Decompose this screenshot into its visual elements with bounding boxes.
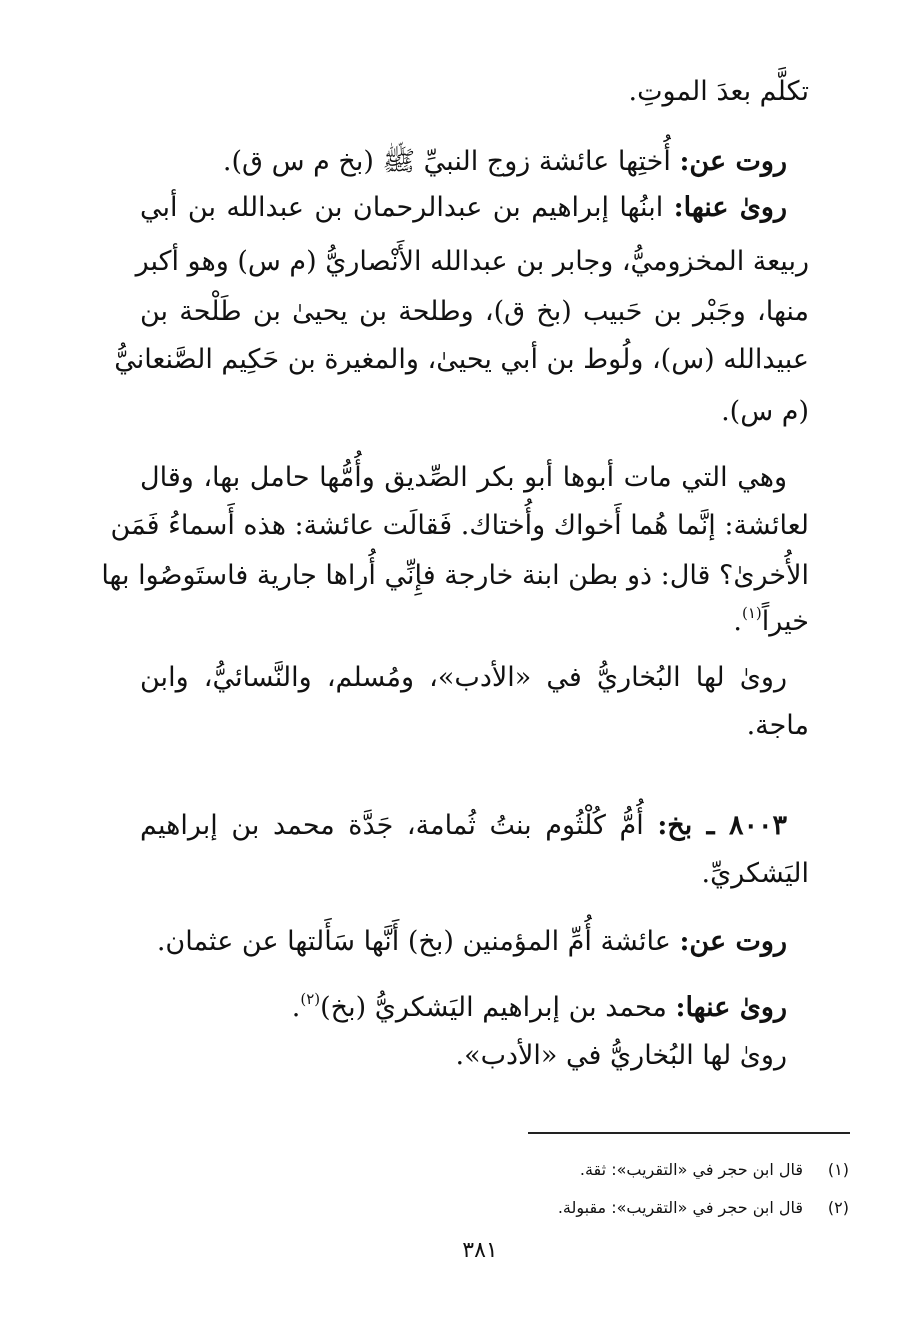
entry-label: روت عن: (679, 926, 787, 957)
text-line (140, 928, 787, 955)
text-line: ماجة. (746, 710, 809, 741)
text-line (140, 990, 787, 1023)
footnote-ref: (١) (741, 604, 762, 622)
text-line: عبيدالله (س)، ولُوط بن أبي يحيىٰ، والمغيرة بن حَكِيم الصَّنعانيُّ (114, 344, 809, 375)
text-line: تكلَّم بعدَ الموتِ. (628, 76, 809, 107)
text-fragment: . (291, 992, 301, 1023)
entry-text: أُمُّ كُلْثُوم بنتُ ثُمامة، جَدَّة محمد بن إبراهيم (140, 810, 658, 841)
text-line (140, 604, 809, 637)
text-line: وهي التي مات أبوها أبو بكر الصِّديق وأُمُّها حامل بها، وقال (140, 462, 787, 493)
footnote-number: (١) (827, 1160, 849, 1179)
text-line (140, 812, 787, 839)
text-fragment: . (733, 606, 742, 637)
footnote-separator (528, 1132, 850, 1134)
entry-label: روىٰ عنها: (675, 992, 787, 1023)
text-line: لعائشة: إنَّما هُما أَخواك وأُختاك. فَقالَت عائشة: هذه أَسماءُ فَمَن (110, 510, 809, 541)
text-fragment: خيراً (761, 606, 809, 637)
entry-label: روىٰ عنها: (673, 192, 787, 223)
entry-text: ابنُها إبراهيم بن عبدالرحمان بن عبدالله بن أبي (140, 192, 674, 223)
footnote (380, 1198, 849, 1217)
text-line: الأُخرىٰ؟ قال: ذو بطن ابنة خارجة فإِنِّي أُراها جارية فاستَوصُوا بها (101, 560, 809, 591)
text-line: (م س). (721, 396, 809, 427)
footnote-number: (٢) (827, 1198, 849, 1217)
entry-text: عائشة أُمِّ المؤمنين (بخ) أَنَّها سَأَلتها عن عثمان. (156, 926, 680, 957)
footnote (380, 1160, 849, 1179)
entry-text: أُختِها عائشة زوج النبيِّ ﷺ (بخ م س ق). (222, 146, 680, 177)
text-line: اليَشكريِّ. (701, 858, 809, 889)
text-line: منها، وجَبْر بن حَبيب (بخ ق)، وطلحة بن يحيىٰ بن طَلْحة بن (140, 296, 809, 327)
entry-number: ٨٠٠٣ ـ بخ: (657, 810, 787, 841)
text-line (140, 148, 787, 175)
text-line: روىٰ لها البُخاريُّ في «الأدب». (455, 1040, 787, 1071)
footnote-text: قال ابن حجر في «التقريب»: مقبولة. (557, 1198, 803, 1217)
text-line: ربيعة المخزوميُّ، وجابر بن عبدالله الأَنْصاريُّ (م س) وهو أكبر (135, 246, 809, 277)
page-number: ٣٨١ (462, 1238, 498, 1263)
footnote-text: قال ابن حجر في «التقريب»: ثقة. (579, 1160, 803, 1179)
footnote-ref: (٢) (300, 990, 321, 1008)
entry-text: محمد بن إبراهيم اليَشكريُّ (بخ) (320, 992, 676, 1023)
entry-label: روت عن: (679, 146, 787, 177)
text-line: روىٰ لها البُخاريُّ في «الأدب»، ومُسلم، والنَّسائيُّ، وابن (140, 662, 787, 693)
text-line (140, 194, 787, 221)
